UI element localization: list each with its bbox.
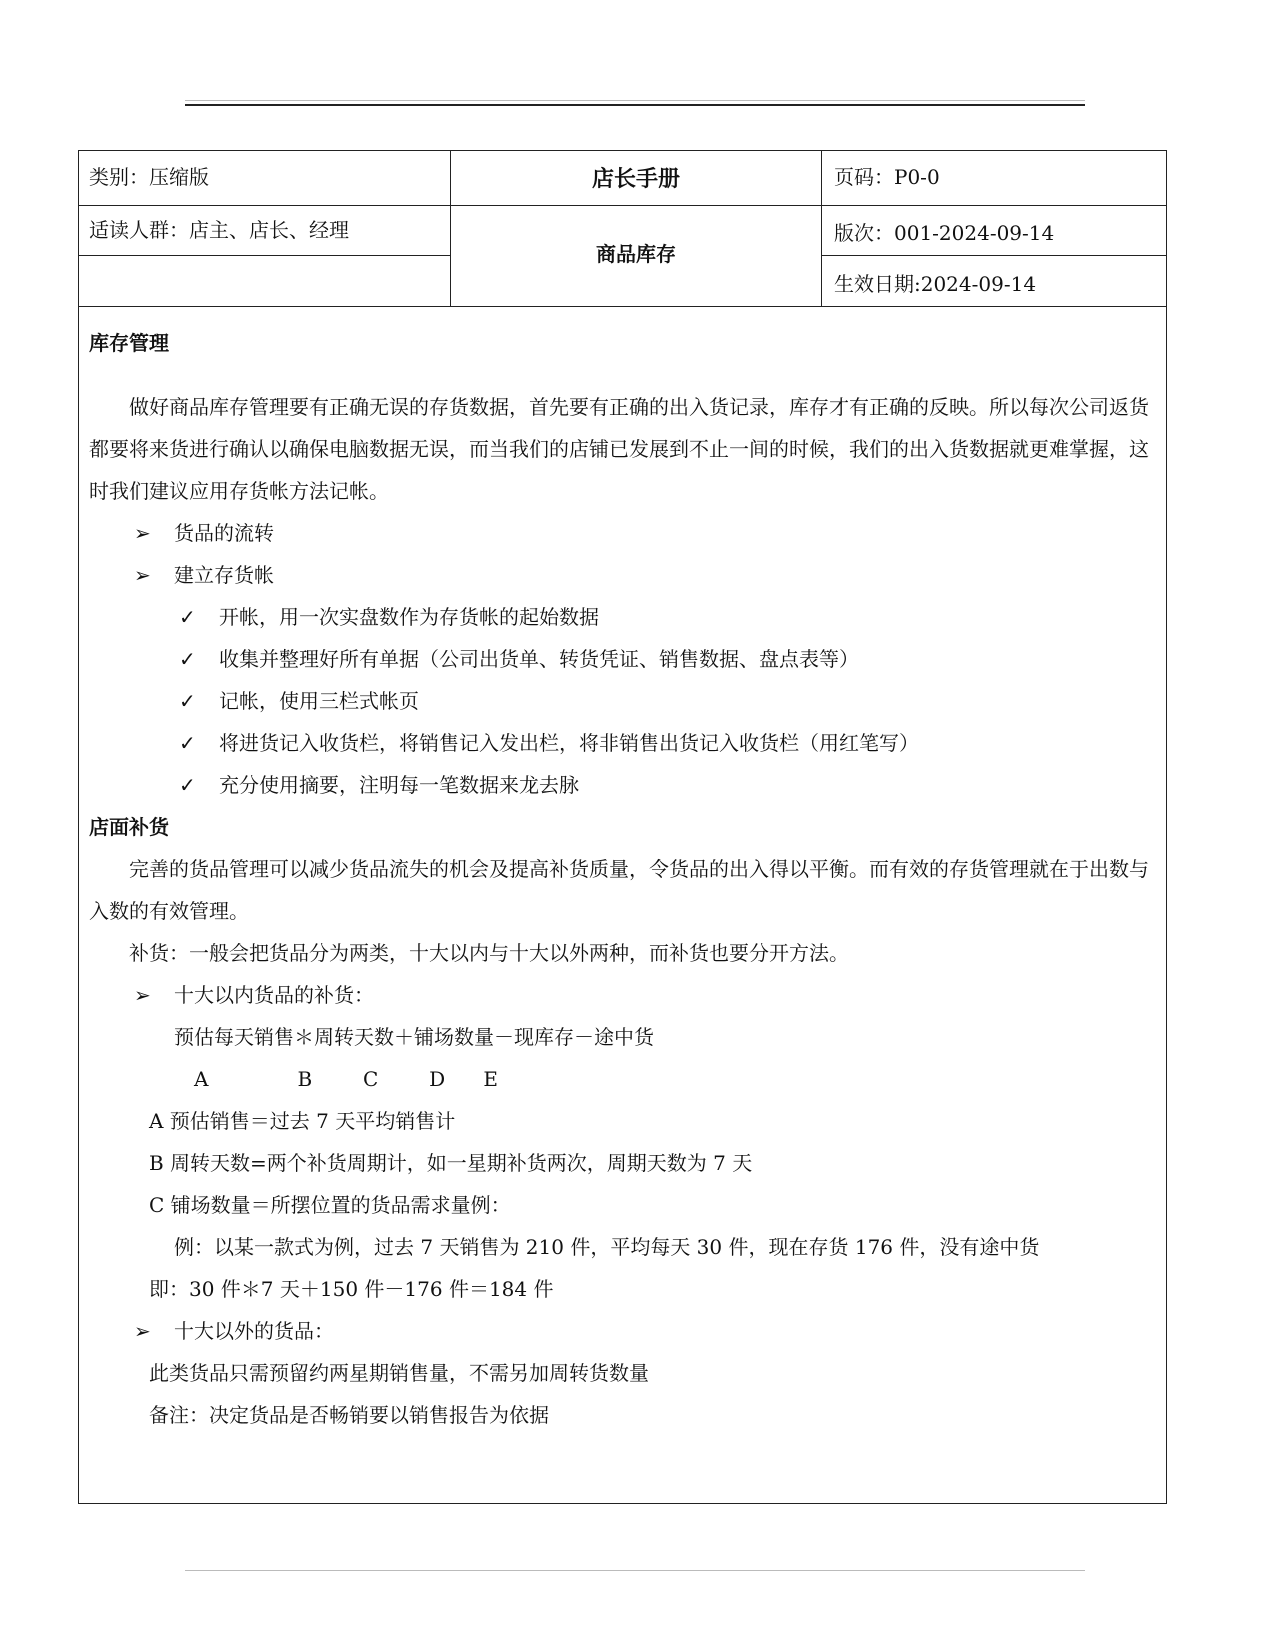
check-icon: ✓	[179, 731, 196, 755]
replenishment-paragraph: 完善的货品管理可以减少货品流失的机会及提高补货质量，令货品的出入得以平衡。而有效的存货管理就在于出数与入数的有效管理。	[89, 857, 1149, 923]
check-item: ✓ 充分使用摘要，注明每一笔数据来龙去脉	[89, 764, 1156, 806]
check-icon: ✓	[179, 647, 196, 671]
arrow-icon: ➢	[134, 983, 151, 1007]
formula: 预估每天销售＊周转天数＋铺场数量－现库存－途中货	[174, 1025, 654, 1049]
header-rule-light	[185, 100, 1085, 101]
arrow-icon: ➢	[134, 1319, 151, 1343]
section-heading-inventory: 库存管理	[89, 331, 169, 355]
remark-line: 备注：决定货品是否畅销要以销售报告为依据	[149, 1403, 549, 1427]
effective-date-cell: 生效日期:2024-09-14	[834, 272, 1037, 296]
arrow-icon: ➢	[134, 563, 151, 587]
bullet-item: ➢ 十大以外的货品：	[89, 1310, 1156, 1352]
check-icon: ✓	[179, 605, 196, 629]
check-item: ✓ 记帐，使用三栏式帐页	[89, 680, 1156, 722]
formula-letters: A B C D E	[194, 1067, 498, 1091]
document-title: 店长手册	[451, 151, 822, 206]
replenishment-intro: 补货：一般会把货品分为两类，十大以内与十大以外两种，而补货也要分开方法。	[129, 941, 849, 965]
check-item: ✓ 收集并整理好所有单据（公司出货单、转货凭证、销售数据、盘点表等）	[89, 638, 1156, 680]
inventory-paragraph: 做好商品库存管理要有正确无误的存货数据，首先要有正确的出入货记录，库存才有正确的反映。所以每次公司返货都要将来货进行确认以确保电脑数据无误，而当我们的店铺已发展到不止一间的时候，我们的出入货数据就更难掌握，这时我们建议应用存货帐方法记帐。	[89, 395, 1149, 503]
definition-c: C 铺场数量＝所摆位置的货品需求量例：	[149, 1193, 511, 1217]
example: 例：以某一款式为例，过去 7 天销售为 210 件，平均每天 30 件，现在存货 176 件，没有途中货	[174, 1235, 1040, 1259]
check-item: ✓ 将进货记入收货栏，将销售记入发出栏，将非销售出货记入收货栏（用红笔写）	[89, 722, 1156, 764]
check-icon: ✓	[179, 773, 196, 797]
arrow-icon: ➢	[134, 521, 151, 545]
header-table	[79, 151, 1166, 307]
bullet-item: ➢ 十大以内货品的补货：	[89, 974, 1156, 1016]
check-item: ✓ 开帐，用一次实盘数作为存货帐的起始数据	[89, 596, 1156, 638]
definition-b: B 周转天数=两个补货周期计，如一星期补货两次，周期天数为 7 天	[149, 1151, 753, 1175]
version-cell: 版次：001-2024-09-14	[822, 206, 1166, 256]
bullet-item: ➢ 货品的流转	[89, 512, 1156, 554]
footer-rule	[185, 1570, 1085, 1571]
bullet-item: ➢ 建立存货帐	[89, 554, 1156, 596]
page-code-cell: 页码：P0-0	[822, 151, 1166, 206]
header-rule	[185, 104, 1085, 106]
note-line: 此类货品只需预留约两星期销售量，不需另加周转货数量	[149, 1361, 649, 1385]
example-result: 即：30 件＊7 天＋150 件－176 件＝184 件	[149, 1277, 554, 1301]
section-heading-replenishment: 店面补货	[89, 815, 169, 839]
document-subtitle: 商品库存	[451, 206, 822, 306]
definition-a: A 预估销售＝过去 7 天平均销售计	[149, 1109, 456, 1133]
check-icon: ✓	[179, 689, 196, 713]
category-cell: 类别：压缩版	[79, 151, 451, 206]
document-frame	[78, 150, 1167, 1504]
audience-cell: 适读人群：店主、店长、经理	[79, 206, 451, 256]
empty-cell	[79, 256, 451, 306]
document-body	[89, 306, 1156, 1436]
